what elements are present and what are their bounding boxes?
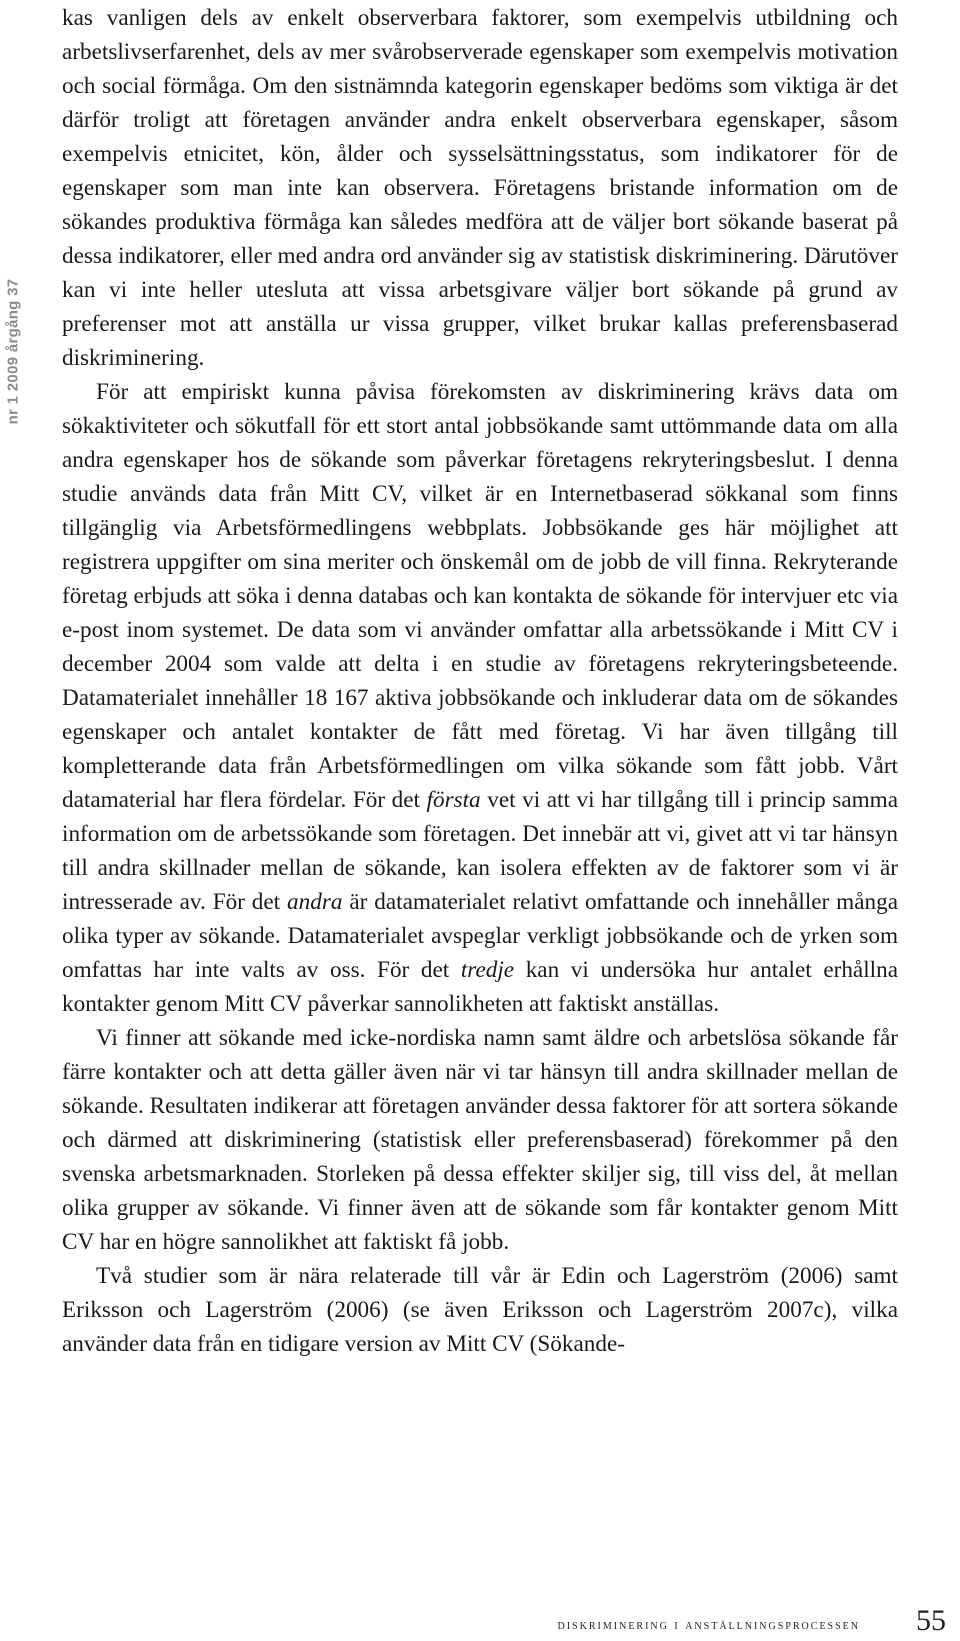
paragraph-2-part-d: kan vi undersöka hur antalet erhållna kontakter genom Mitt CV påverkar sannolikheten att faktiskt anställas. <box>62 957 898 1017</box>
journal-issue-text: nr 1 2009 årgång 37 <box>4 278 22 424</box>
paragraph-2-part-c: är datamaterialet relativt omfattande och innehåller många olika typer av sökande. Datamaterialet avspeglar verkligt jobbsökande och de yrken som omfattas har inte valts av oss. För det <box>62 889 898 983</box>
paragraph-2-part-b: vet vi att vi har tillgång till i princip samma information om de arbetssökande som företagen. Det innebär att vi, givet att vi tar hänsyn till andra skillnader mellan de sökande, kan isolera effekten av de faktorer som vi är intresserade av. För det <box>62 787 898 915</box>
paragraph-2-part-a: För att empiriskt kunna påvisa förekomsten av diskriminering krävs data om sökaktiviteter och sökutfall för ett stort antal jobbsökande samt uttömmande data om alla andra egenskaper hos de sökande som påverkar företagens rekryteringsbeslut. I denna studie används data från Mitt CV, vilket är en Internetbaserad sökkanal som finns tillgänglig via Arbetsförmedlingens webbplats. Jobbsökande ges här möjlighet att registrera uppgifter om sina meriter och önskemål om de jobb de vill finna. Rekryterande företag erbjuds att söka i denna databas och kan kontakta de sökande för intervjuer etc via e-post inom systemet. De data som vi använder omfattar alla arbetssökande i Mitt CV i december 2004 som valde att delta i en studie av företagens rekryteringsbeteende. Datamaterialet innehåller 18 167 aktiva jobbsökande och inkluderar data om de sökandes egenskaper och antalet kontakter de fått med företag. Vi har även tillgång till kompletterande data från Arbetsförmedlingen om vilka sökande som fått jobb. Vårt datamaterial har flera fördelar. För det <box>62 379 898 813</box>
article-body <box>62 0 898 1361</box>
emphasis-andra: andra <box>287 889 343 915</box>
journal-issue-label <box>0 236 26 466</box>
emphasis-tredje: tredje <box>460 957 515 983</box>
running-title: diskriminering i anställningsprocessen <box>557 1618 860 1633</box>
emphasis-forsta: första <box>426 787 481 813</box>
paragraph-2 <box>62 375 898 1021</box>
page-footer <box>0 1604 960 1638</box>
page-number: 55 <box>916 1604 946 1637</box>
paragraph-4: Två studier som är nära relaterade till vår är Edin och Lagerström (2006) samt Eriksson och Lagerström (2006) (se även Eriksson och Lagerström 2007c), vilka använder data från en tidigare version av Mitt CV (Sökande- <box>62 1263 898 1357</box>
paragraph-1: kas vanligen dels av enkelt observerbara faktorer, som exempelvis utbildning och arbetslivserfarenhet, dels av mer svårobserverade egenskaper som exempelvis motivation och social förmåga. Om den sistnämnda kategorin egenskaper bedöms som viktiga är det därför troligt att företagen använder andra enkelt observerbara egenskaper, såsom exempelvis etnicitet, kön, ålder och sysselsättningsstatus, som indikatorer för de egenskaper som man inte kan observera. Företagens bristande information om de sökandes produktiva förmåga kan således medföra att de väljer bort sökande baserat på dessa indikatorer, eller med andra ord använder sig av statistisk diskriminering. Därutöver kan vi inte heller utesluta att vissa arbetsgivare väljer bort sökande på grund av preferenser mot att anställa ur vissa grupper, vilket brukar kallas preferensbaserad diskriminering. <box>62 5 898 371</box>
paragraph-3: Vi finner att sökande med icke-nordiska namn samt äldre och arbetslösa sökande får färre kontakter och att detta gäller även när vi tar hänsyn till andra skillnader mellan de sökande. Resultaten indikerar att företagen använder dessa faktorer för att sortera sökande och därmed att diskriminering (statistisk eller preferensbaserad) förekommer på den svenska arbetsmarknaden. Storleken på dessa effekter skiljer sig, till viss del, åt mellan olika grupper av sökande. Vi finner även att de sökande som får kontakter genom Mitt CV har en högre sannolikhet att faktiskt få jobb. <box>62 1025 898 1255</box>
